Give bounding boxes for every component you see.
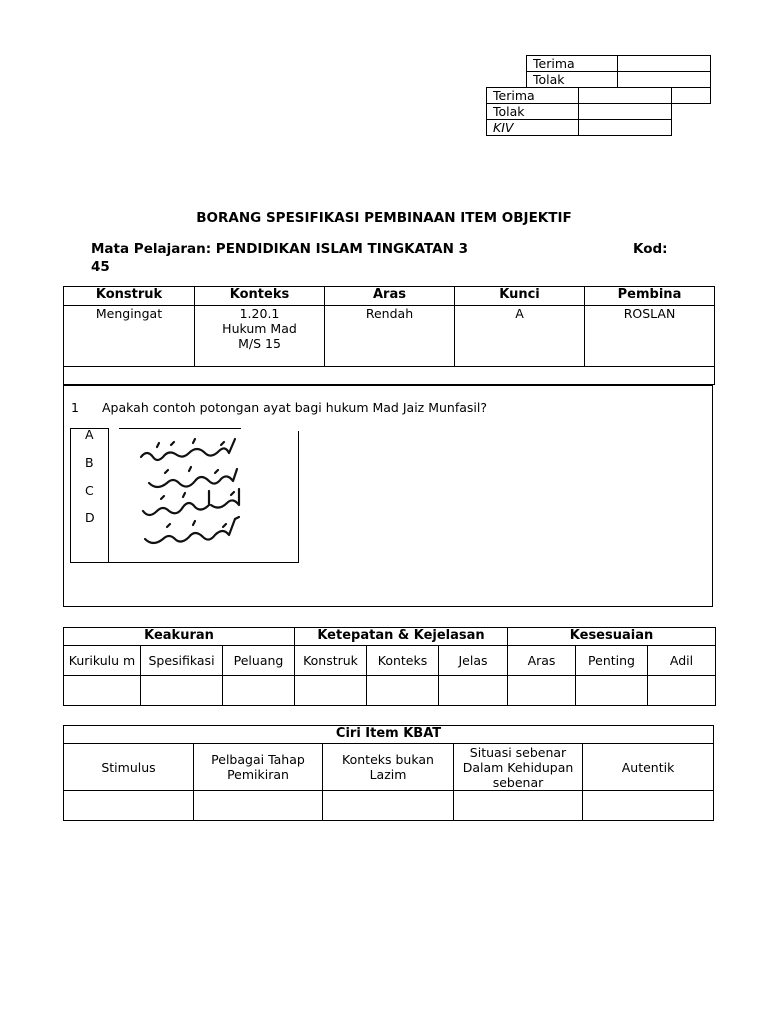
kbat-col-autentik: Autentik [583,744,714,791]
cell-konteks [195,306,325,367]
col-peluang: Peluang [223,646,295,676]
review-table [63,627,716,706]
kbat-title: Ciri Item KBAT [64,726,714,744]
option-letter-c: C [85,483,94,498]
kbat-col-konteks: Konteks bukan Lazim [323,744,454,791]
group-ketepatan: Ketepatan & Kejelasan [295,628,508,646]
border-gap [109,428,119,431]
form-title: BORANG SPESIFIKASI PEMBINAAN ITEM OBJEKTIF [196,210,572,226]
status-kiv-label: KIV [487,120,579,136]
col-adil: Adil [648,646,716,676]
option-letter-d: D [85,510,95,525]
empty-cell [648,676,716,706]
kbat-table [63,725,714,821]
kbat-col-situasi: Situasi sebenar Dalam Kehidupan sebenar [454,744,583,791]
empty-cell [323,791,454,821]
spacer-row [64,367,715,385]
status-kiv-cell [579,120,672,136]
konteks-topic: Hukum Mad [222,321,297,336]
col-konstruk: Konstruk [295,646,367,676]
options-box [70,428,299,563]
empty-cell [439,676,508,706]
empty-cell [454,791,583,821]
empty-cell [367,676,439,706]
kbat-col-pelbagai: Pelbagai Tahap Pemikiran [194,744,323,791]
status-tolak-label: Tolak [527,72,618,88]
header-aras: Aras [325,287,455,306]
group-keakuran: Keakuran [64,628,295,646]
kod-label: Kod: [633,241,668,257]
cell-aras: Rendah [325,306,455,367]
option-letter-b: B [85,455,94,470]
cell-konstruk: Mengingat [64,306,195,367]
empty-cell [194,791,323,821]
konteks-code: 1.20.1 [239,306,280,321]
col-kurikulum: Kurikulu m [64,646,141,676]
cell-kunci: A [455,306,585,367]
arabic-options-image [131,435,261,555]
status-terima-cell [618,56,711,72]
empty-cell [295,676,367,706]
kbat-col-stimulus: Stimulus [64,744,194,791]
question-number: 1 [71,400,79,415]
empty-cell [64,676,141,706]
status-terima-cell [579,88,672,104]
konteks-page: M/S 15 [238,336,281,351]
status-terima-label: Terima [487,88,579,104]
border-gap [241,428,301,431]
subject-line: Mata Pelajaran: PENDIDIKAN ISLAM TINGKATAN 3 [91,241,468,257]
question-box [63,385,713,607]
cell-pembina: ROSLAN [585,306,715,367]
status-tolak-cell [618,72,711,88]
col-penting: Penting [576,646,648,676]
subject-code-value: 45 [91,259,110,275]
spec-table [63,286,715,385]
col-spesifikasi: Spesifikasi [141,646,223,676]
question-stem [71,400,487,415]
header-pembina: Pembina [585,287,715,306]
option-letter-a: A [85,427,94,442]
col-aras: Aras [508,646,576,676]
empty-cell [508,676,576,706]
empty-cell [576,676,648,706]
status-tolak-cell [579,104,672,120]
col-konteks: Konteks [367,646,439,676]
empty-cell [141,676,223,706]
option-letters [71,429,109,562]
col-jelas: Jelas [439,646,508,676]
header-kunci: Kunci [455,287,585,306]
question-text: Apakah contoh potongan ayat bagi hukum Mad Jaiz Munfasil? [102,400,487,415]
status-tolak-label: Tolak [487,104,579,120]
header-konstruk: Konstruk [64,287,195,306]
empty-cell [64,791,194,821]
status-box-front [486,87,672,136]
status-terima-label: Terima [527,56,618,72]
header-konteks: Konteks [195,287,325,306]
empty-cell [583,791,714,821]
subject-block [91,240,691,276]
group-kesesuaian: Kesesuaian [508,628,716,646]
empty-cell [223,676,295,706]
